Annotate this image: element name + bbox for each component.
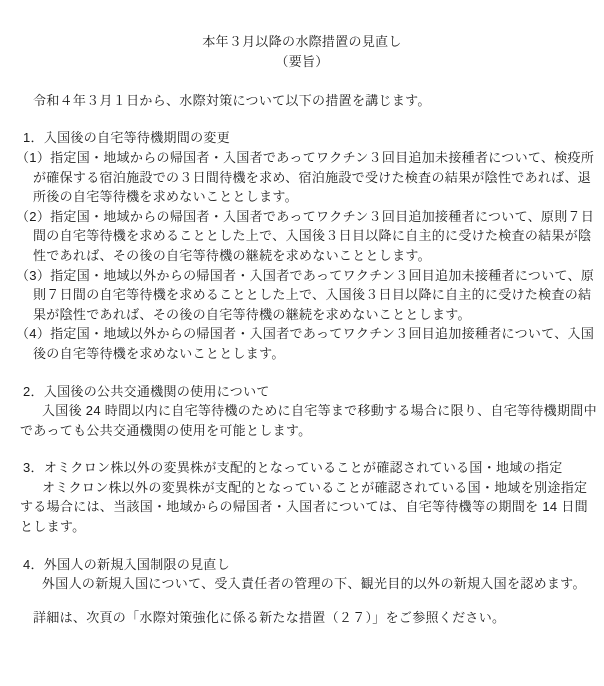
section-3-heading: 3．オミクロン株以外の変異株が支配的となっていることが確認されている国・地域の指定 bbox=[23, 460, 563, 476]
section-1-line: 後の自宅等待機を求めないこととします。 bbox=[33, 345, 285, 361]
section-4 bbox=[0, 555, 604, 594]
section-2-line: 入国後 24 時間以内に自宅等待機のために自宅等まで移動する場合に限り、自宅等待機期間中 bbox=[42, 403, 597, 419]
section-1-line: 間の自宅等待機を求めることとした上で、入国後３日目以降に自主的に受けた検査の結果が陰 bbox=[33, 228, 592, 244]
section-2-heading: 2．入国後の公共交通機関の使用について bbox=[23, 383, 270, 399]
intro-line: 令和４年３月１日から、水際対策について以下の措置を講じます。 bbox=[33, 92, 431, 108]
section-1-line: （1）指定国・地域からの帰国者・入国者であってワクチン３回目追加未接種者について、検疫所 bbox=[16, 149, 595, 165]
doc-title: 本年３月以降の水際措置の見直し bbox=[202, 34, 402, 49]
section-3 bbox=[0, 458, 604, 536]
section-3-line: オミクロン株以外の変異株が支配的となっていることが確認されている国・地域を別途指定 bbox=[42, 479, 588, 495]
section-1-line: 則７日間の自宅等待機を求めることとした上で、入国後３日目以降に自主的に受けた検査の結 bbox=[33, 287, 592, 303]
blank-line bbox=[0, 71, 604, 91]
section-4-heading: 4．外国人の新規入国制限の見直し bbox=[23, 556, 231, 572]
doc-subtitle: （要旨） bbox=[275, 53, 329, 69]
section-1-line: が確保する宿泊施設での３日間待機を求め、宿泊施設で受けた検査の結果が陰性であれば、退 bbox=[33, 169, 592, 185]
section-1-line: （3）指定国・地域以外からの帰国者・入国者であってワクチン３回目追加未接種者について、原 bbox=[16, 267, 595, 283]
section-2-line: であっても公共交通機関の使用を可能とします。 bbox=[20, 422, 312, 438]
section-1-heading: 1．入国後の自宅等待機期間の変更 bbox=[23, 130, 231, 146]
section-3-line: する場合には、当該国・地域からの帰国者・入国者については、自宅等待機等の期間を 14 日間 bbox=[20, 499, 588, 515]
footer-line: 詳細は、次頁の「水際対策強化に係る新たな措置（２７）」をご参照ください。 bbox=[33, 609, 506, 625]
section-4-line: 外国人の新規入国について、受入責任者の管理の下、観光目的以外の新規入国を認めます。 bbox=[42, 576, 586, 592]
section-1-line: 果が陰性であれば、その後の自宅等待機の継続を求めないこととします。 bbox=[33, 306, 471, 322]
section-1-line: 所後の自宅等待機を求めないこととします。 bbox=[33, 189, 298, 205]
footer-note bbox=[0, 608, 604, 628]
section-2 bbox=[0, 382, 604, 441]
section-1-line: （4）指定国・地域以外からの帰国者・入国者であってワクチン３回目追加接種者について、入国 bbox=[16, 326, 595, 342]
section-3-line: とします。 bbox=[20, 519, 86, 535]
section-1-line: 性であれば、その後の自宅等待機の継続を求めないこととします。 bbox=[33, 247, 431, 263]
section-1-line: （2）指定国・地域からの帰国者・入国者であってワクチン３回目追加接種者について、原則７日 bbox=[16, 208, 595, 224]
section-1 bbox=[0, 128, 604, 363]
